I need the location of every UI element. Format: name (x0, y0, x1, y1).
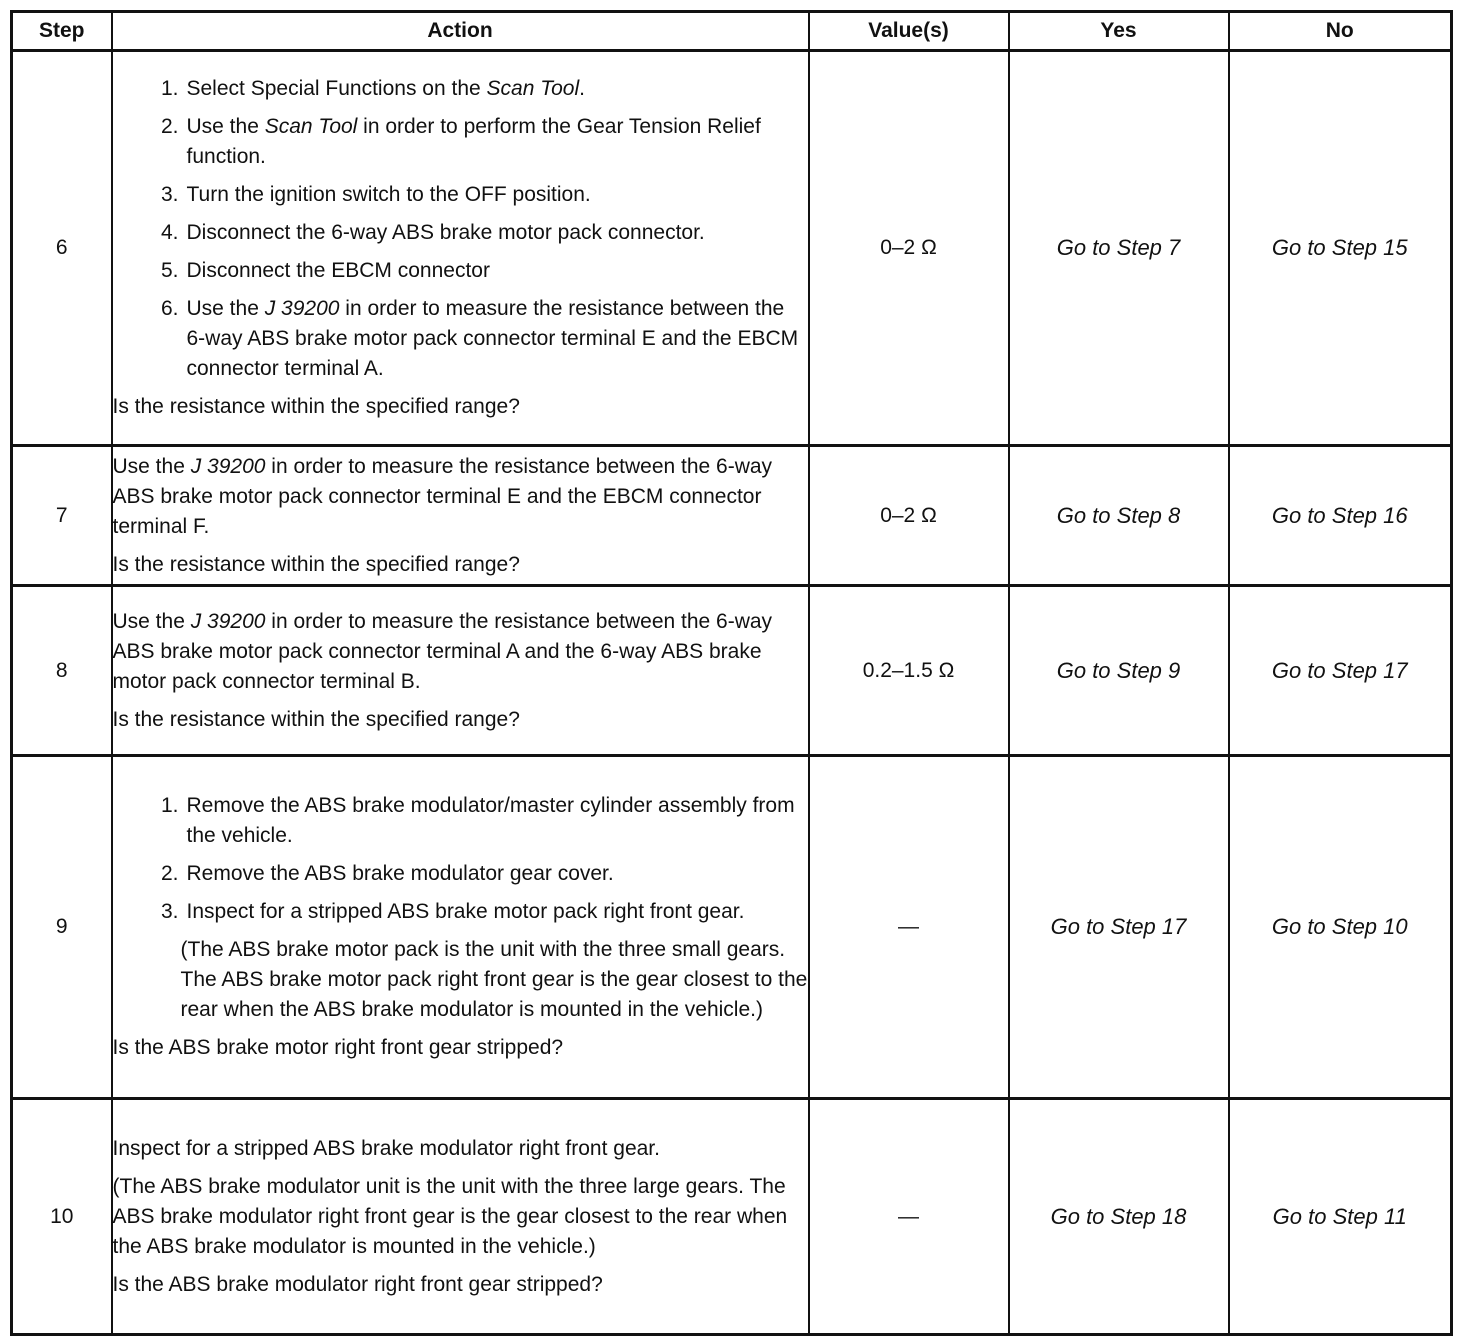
table-row-step-10 (12, 1099, 1452, 1335)
action-cell (112, 1099, 809, 1335)
substep-text: Disconnect the 6-way ABS brake motor pack connector. (186, 221, 705, 244)
value-cell: — (809, 1099, 1009, 1335)
substep-number: 1. (160, 77, 179, 100)
action-cell (112, 756, 809, 1099)
substep-number: 2. (160, 115, 179, 138)
yes-goto: Go to Step 9 (1009, 586, 1229, 756)
header-action: Action (112, 12, 809, 51)
table-row-step-6 (12, 51, 1452, 446)
no-goto: Go to Step 15 (1229, 51, 1452, 446)
substep-item (149, 218, 808, 248)
substep-item (149, 112, 808, 172)
no-goto: Go to Step 11 (1229, 1099, 1452, 1335)
substep-text: Remove the ABS brake modulator gear cover. (186, 862, 614, 885)
substep-number: 3. (160, 183, 179, 206)
no-goto: Go to Step 10 (1229, 756, 1452, 1099)
yes-goto: Go to Step 18 (1009, 1099, 1229, 1335)
substep-item (149, 294, 808, 384)
question-text: Is the resistance within the specified range? (112, 395, 520, 418)
question-text: Is the resistance within the specified range? (112, 552, 520, 576)
substep-item (149, 256, 808, 286)
table-row-step-9 (12, 756, 1452, 1099)
substep-number: 3. (160, 900, 179, 923)
header-no: No (1229, 12, 1452, 51)
header-yes: Yes (1009, 12, 1229, 51)
substep-text: Disconnect the EBCM connector (186, 259, 490, 282)
yes-goto: Go to Step 7 (1009, 51, 1229, 446)
substep-list (113, 791, 808, 927)
substep-item (149, 74, 808, 104)
substep-text: Use the J 39200 in order to measure the resistance between the 6-way ABS brake motor pack connector terminal E and the EBCM connector terminal A. (186, 297, 799, 380)
value-cell: 0.2–1.5 Ω (809, 586, 1009, 756)
substep-number: 6. (160, 297, 179, 320)
step-number: 6 (12, 51, 112, 446)
value-cell: 0–2 Ω (809, 446, 1009, 586)
table-row-step-7 (12, 446, 1452, 586)
value-cell: 0–2 Ω (809, 51, 1009, 446)
step-number: 8 (12, 586, 112, 756)
substep-item (149, 897, 808, 927)
action-note: (The ABS brake modulator unit is the unit with the three large gears. The ABS brake modulator right front gear is the gear closest to the rear when the ABS brake modulator is mounted in the vehicle.) (112, 1174, 788, 1258)
yes-goto: Go to Step 17 (1009, 756, 1229, 1099)
substep-number: 1. (160, 794, 179, 817)
action-paragraph: Inspect for a stripped ABS brake modulator right front gear. (112, 1136, 660, 1160)
substep-text: Inspect for a stripped ABS brake motor pack right front gear. (186, 900, 745, 923)
substep-item (149, 791, 808, 851)
substep-list (113, 74, 808, 384)
question-text: Is the resistance within the specified range? (112, 707, 520, 731)
substep-number: 2. (160, 862, 179, 885)
no-goto: Go to Step 17 (1229, 586, 1452, 756)
yes-goto: Go to Step 8 (1009, 446, 1229, 586)
action-paragraph: Use the J 39200 in order to measure the resistance between the 6-way ABS brake motor pack connector terminal A and the 6-way ABS brake motor pack connector terminal B. (112, 609, 773, 693)
substep-text: Remove the ABS brake modulator/master cylinder assembly from the vehicle. (186, 794, 795, 847)
note-text: (The ABS brake motor pack is the unit with the three small gears. The ABS brake motor pack right front gear is the gear closest to the rear when the ABS brake modulator is mounted in the vehicle.) (180, 938, 808, 1021)
step-number: 10 (12, 1099, 112, 1335)
substep-item (149, 180, 808, 210)
header-step: Step (12, 12, 112, 51)
action-cell (112, 51, 809, 446)
substep-number: 5. (160, 259, 179, 282)
substep-text: Use the Scan Tool in order to perform the Gear Tension Relief function. (186, 115, 761, 168)
table-row-step-8 (12, 586, 1452, 756)
action-cell (112, 586, 809, 756)
question-text: Is the ABS brake modulator right front gear stripped? (112, 1272, 603, 1296)
substep-text: Turn the ignition switch to the OFF position. (186, 183, 591, 206)
step-number: 9 (12, 756, 112, 1099)
action-cell (112, 446, 809, 586)
question-text: Is the ABS brake motor right front gear stripped? (112, 1036, 564, 1059)
header-row (12, 12, 1452, 51)
value-cell: — (809, 756, 1009, 1099)
step-number: 7 (12, 446, 112, 586)
substep-text: Select Special Functions on the Scan Tool. (186, 77, 585, 100)
no-goto: Go to Step 16 (1229, 446, 1452, 586)
diagnostic-table (10, 10, 1453, 1336)
header-values: Value(s) (809, 12, 1009, 51)
substep-item (149, 859, 808, 889)
substep-number: 4. (160, 221, 179, 244)
action-paragraph: Use the J 39200 in order to measure the resistance between the 6-way ABS brake motor pack connector terminal E and the EBCM connector terminal F. (112, 454, 773, 538)
